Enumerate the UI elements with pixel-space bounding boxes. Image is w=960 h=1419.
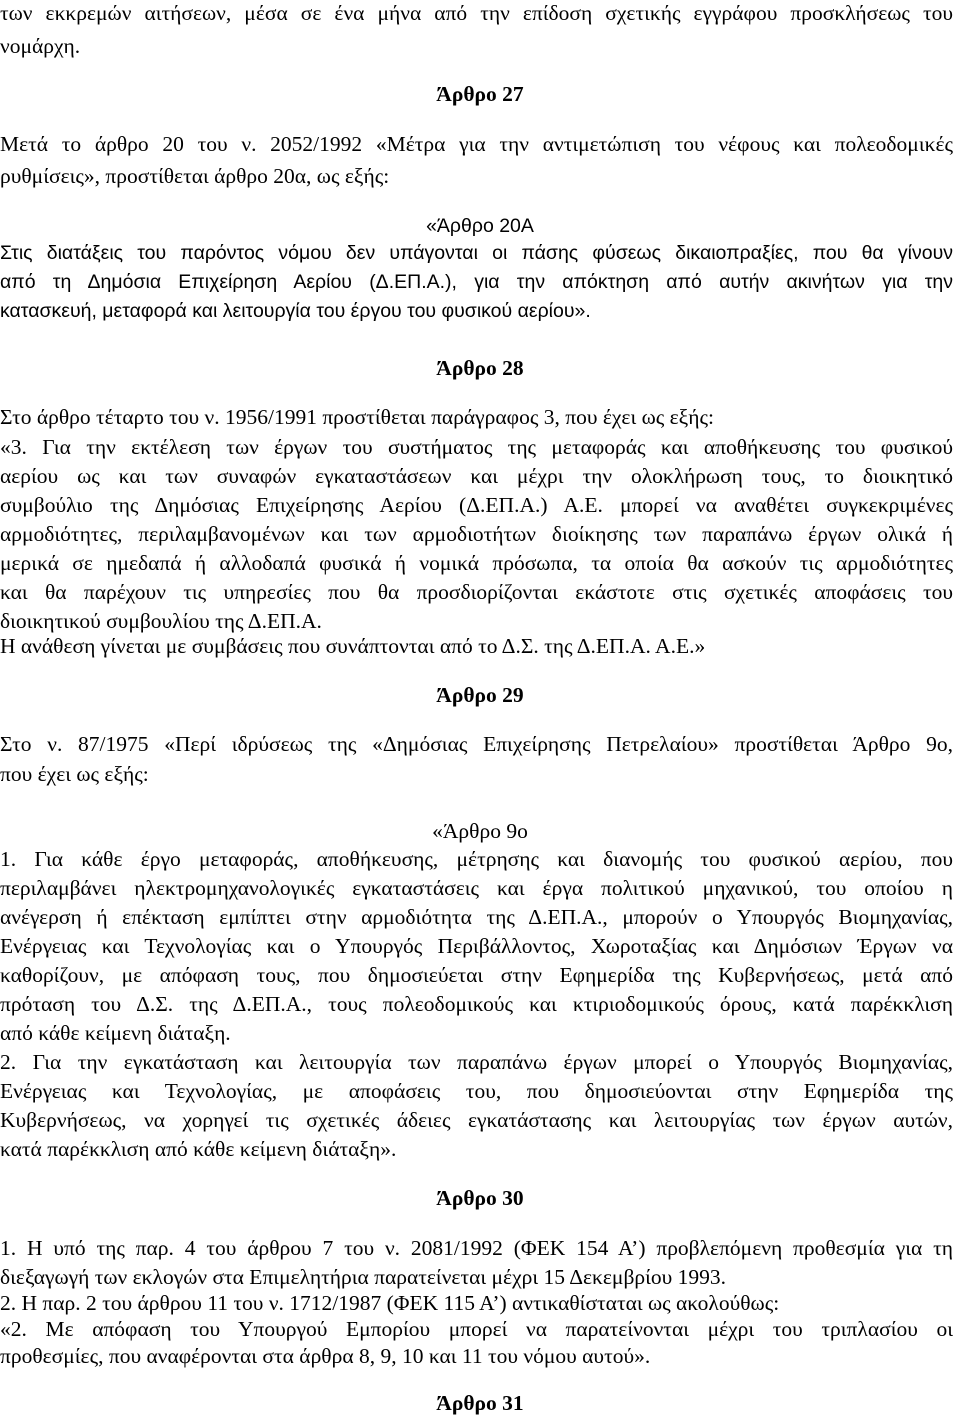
article-heading-30: Άρθρο 30 bbox=[436, 1186, 524, 1210]
text-line: αερίου ως και των συναφών εγκαταστάσεων και μέχρι την ολοκλήρωση τους, το διοικητικό bbox=[0, 464, 953, 488]
text-line: Ενέργειας και Τεχνολογίας και ο Υπουργός Περιβάλλοντος, Χωροταξίας και Δημόσιων Έργων να bbox=[0, 934, 953, 958]
text-line: Στο ν. 87/1975 «Περί ιδρύσεως της «Δημόσιας Επιχείρησης Πετρελαίου» προστίθεται Άρθρο 9ο, bbox=[0, 732, 953, 756]
text-line: νομάρχη. bbox=[0, 34, 81, 58]
article-heading-29: Άρθρο 29 bbox=[436, 683, 524, 707]
text-line: περιλαμβάνει ηλεκτρομηχανολογικές εγκαταστάσεις και έργα πολιτικού μηχανικού, του οποίου η bbox=[0, 876, 953, 900]
text-line: 1. Η υπό της παρ. 4 του άρθρου 7 του ν. 2081/1992 (ΦΕΚ 154 Α’) προβλεπόμενη προθεσμία για τη bbox=[0, 1236, 953, 1260]
text-line: «2. Με απόφαση του Υπουργού Εμπορίου μπορεί να παρατείνονται μέχρι του τριπλασίου οι bbox=[0, 1317, 953, 1341]
text-line: των εκκρεμών αιτήσεων, μέσα σε ένα μήνα από την επίδοση σχετικής εγγράφου προσκλήσεως του bbox=[0, 1, 953, 25]
text-line: καθορίζουν, με απόφαση τους, που δημοσιεύεται στην Εφημερίδα της Κυβερνήσεως, μετά από bbox=[0, 963, 953, 987]
text-line: «3. Για την εκτέλεση των έργων του συστήματος της μεταφοράς και αποθήκευσης του φυσικού bbox=[0, 435, 953, 459]
text-line: από κάθε κείμενη διάταξη. bbox=[0, 1021, 231, 1045]
text-line: διεξαγωγή των εκλογών στα Επιμελητήρια παρατείνεται μέχρι 15 Δεκεμβρίου 1993. bbox=[0, 1265, 727, 1289]
article-heading-28: Άρθρο 28 bbox=[436, 356, 524, 380]
text-line: ρυθμίσεις», προστίθεται άρθρο 20α, ως εξής: bbox=[0, 164, 390, 188]
text-line: από τη Δημόσια Επιχείρηση Αερίου (Δ.ΕΠ.Α.), για την απόκτηση από αυτήν ακινήτων για την bbox=[0, 271, 953, 293]
subarticle-heading-9o: «Άρθρο 9ο bbox=[432, 819, 528, 843]
text-line: μερικά σε ημεδαπά ή αλλοδαπά φυσικά ή νομικά πρόσωπα, τα οποία θα ασκούν τις αρμοδιότητες bbox=[0, 551, 953, 575]
text-line: 2. Για την εγκατάσταση και λειτουργία των παραπάνω έργων μπορεί ο Υπουργός Βιομηχανίας, bbox=[0, 1050, 953, 1074]
text-line: Στο άρθρο τέταρτο του ν. 1956/1991 προστίθεται παράγραφος 3, που έχει ως εξής: bbox=[0, 405, 714, 429]
text-line: συμβούλιο της Δημόσιας Επιχείρησης Αερίου (Δ.ΕΠ.Α.) Α.Ε. μπορεί να αναθέτει συγκεκριμένες bbox=[0, 493, 953, 517]
text-line: Στις διατάξεις του παρόντος νόμου δεν υπάγονται οι πάσης φύσεως δικαιοπραξίες, που θα γίνουν bbox=[0, 242, 953, 264]
text-line: Κυβερνήσεως, να χορηγεί τις σχετικές άδειες εγκατάστασης και λειτουργίας των έργων αυτών, bbox=[0, 1108, 953, 1132]
text-line: αρμοδιότητες, περιλαμβανομένων και των αρμοδιοτήτων διοίκησης των παραπάνω έργων ολικά ή bbox=[0, 522, 953, 546]
text-line: ανέγερση ή επέκταση εμπίπτει στην αρμοδιότητα της Δ.ΕΠ.Α., μπορούν ο Υπουργός Βιομηχανίας, bbox=[0, 905, 953, 929]
text-line: Ενέργειας και Τεχνολογίας, με αποφάσεις του, που δημοσιεύονται στην Εφημερίδα της bbox=[0, 1079, 953, 1103]
text-line: 1. Για κάθε έργο μεταφοράς, αποθήκευσης, μέτρησης και διανομής του φυσικού αερίου, που bbox=[0, 847, 953, 871]
text-line: που έχει ως εξής: bbox=[0, 762, 149, 786]
text-line: Μετά το άρθρο 20 του ν. 2052/1992 «Μέτρα για την αντιμετώπιση του νέφους και πολεοδομικές bbox=[0, 132, 953, 156]
text-line: κατά παρέκκλιση από κάθε κείμενη διάταξη». bbox=[0, 1137, 397, 1161]
text-line: κατασκευή, μεταφορά και λειτουργία του έργου του φυσικού αερίου». bbox=[0, 300, 591, 322]
text-line: 2. Η παρ. 2 του άρθρου 11 του ν. 1712/1987 (ΦΕΚ 115 Α’) αντικαθίσταται ως ακολούθως: bbox=[0, 1291, 780, 1315]
text-line: διοικητικού συμβουλίου της Δ.ΕΠ.Α. bbox=[0, 609, 322, 633]
text-line: πρόταση του Δ.Σ. της Δ.ΕΠ.Α., τους πολεοδομικούς και κτιριοδομικούς όρους, κατά παρέκκλιση bbox=[0, 992, 953, 1016]
article-heading-27: Άρθρο 27 bbox=[436, 82, 524, 106]
text-line: και θα παρέχουν τις υπηρεσίες που θα προσδιορίζονται εκάστοτε στις σχετικές αποφάσεις του bbox=[0, 580, 953, 604]
subarticle-heading-20a: «Άρθρο 20Α bbox=[426, 215, 534, 237]
article-heading-31: Άρθρο 31 bbox=[436, 1391, 524, 1415]
text-line: προθεσμίες, που αναφέρονται στα άρθρα 8, 9, 10 και 11 του νόμου αυτού». bbox=[0, 1344, 651, 1368]
text-line: Η ανάθεση γίνεται με συμβάσεις που συνάπτονται από το Δ.Σ. της Δ.ΕΠ.Α. Α.Ε.» bbox=[0, 634, 706, 658]
